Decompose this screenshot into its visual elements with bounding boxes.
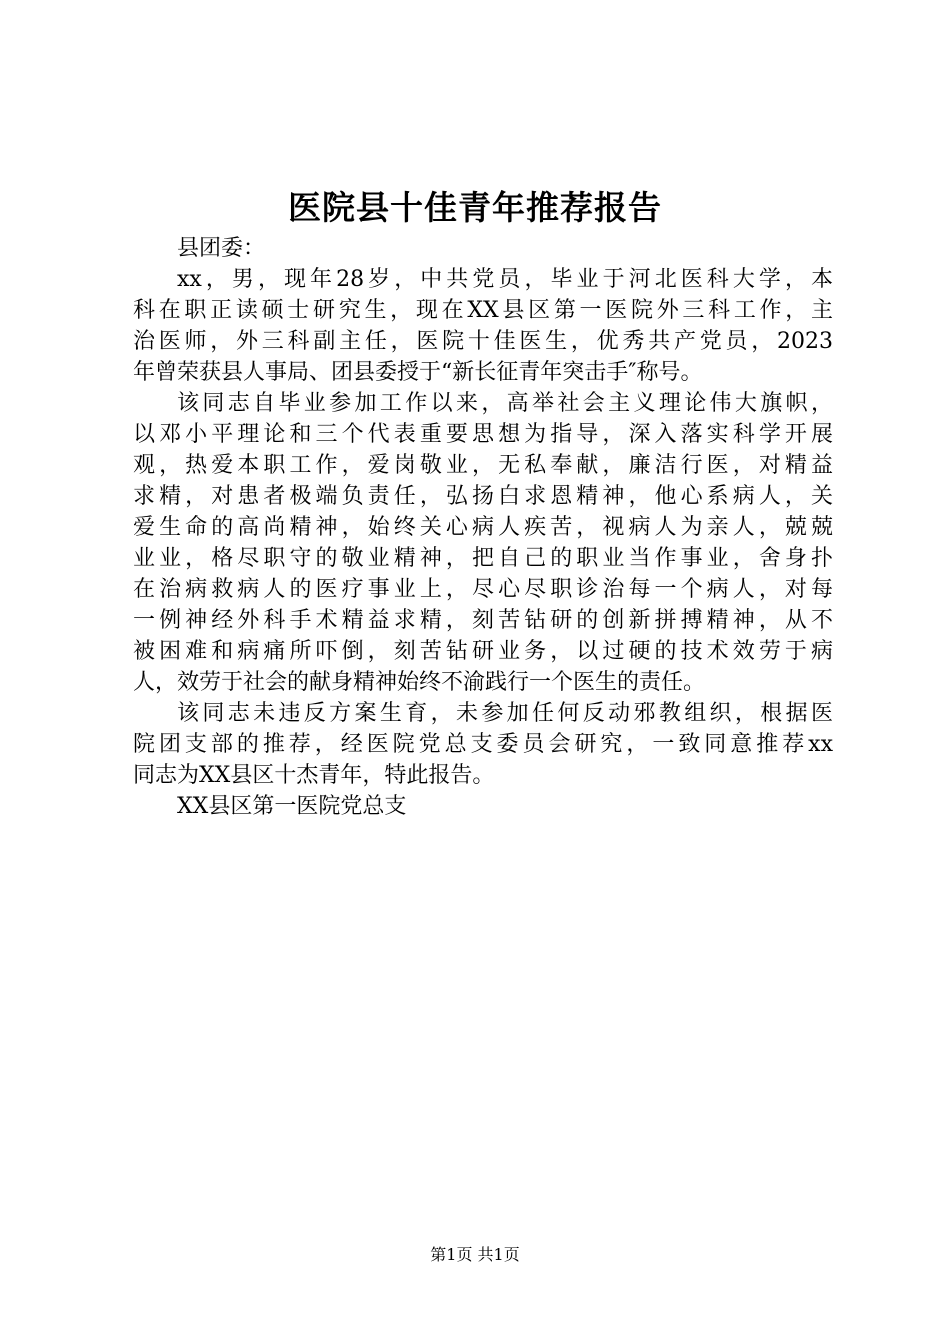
signature: XX县区第一医院党总支 (177, 794, 407, 819)
paragraph-2-line: 该同志自毕业参加工作以来，高举社会主义理论伟大旗帜， (177, 391, 833, 416)
paragraph-1-line: 年曾荣获县人事局、团县委授于“新长征青年突击手″称号。 (133, 360, 703, 385)
paragraph-2-line: 求精，对患者极端负责任，弘扬白求恩精神，他心系病人，关 (133, 484, 833, 509)
paragraph-2-line: 业业，格尽职守的敬业精神，把自己的职业当作事业，舍身扑 (133, 546, 833, 571)
paragraph-2-line: 被困难和病痛所吓倒，刻苦钻研业务，以过硬的技术效劳于病 (133, 639, 833, 664)
paragraph-3-line: 同志为XX县区十杰青年，特此报告。 (133, 763, 495, 788)
paragraph-2-line: 一例神经外科手术精益求精，刻苦钻研的创新拼搏精神，从不 (133, 608, 833, 633)
paragraph-2-line: 爱生命的高尚精神，始终关心病人疾苦，视病人为亲人，兢兢 (133, 515, 833, 540)
salutation: 县团委： (177, 236, 266, 261)
paragraph-1-line: xx，男，现年28岁，中共党员，毕业于河北医科大学，本 (177, 267, 833, 292)
paragraph-2-line: 观，热爱本职工作，爱岗敬业，无私奉献，廉洁行医，对精益 (133, 453, 833, 478)
paragraph-3-line: 院团支部的推荐，经医院党总支委员会研究，一致同意推荐xx (133, 732, 833, 757)
document-title: 医院县十佳青年推荐报告 (288, 188, 662, 227)
paragraph-2-line: 人，效劳于社会的献身精神始终不渝践行一个医生的责任。 (133, 670, 706, 695)
page-number: 第1页 共1页 (430, 1245, 520, 1264)
paragraph-2-line: 以邓小平理论和三个代表重要思想为指导，深入落实科学开展 (133, 422, 833, 447)
paragraph-2-line: 在治病救病人的医疗事业上，尽心尽职诊治每一个病人，对每 (133, 577, 833, 602)
paragraph-1-line: 科在职正读硕士研究生，现在XX县区第一医院外三科工作，主 (133, 298, 833, 323)
document-body (133, 233, 833, 822)
paragraph-3-line: 该同志未违反方案生育，未参加任何反动邪教组织，根据医 (177, 701, 833, 726)
paragraph-1-line: 治医师，外三科副主任，医院十佳医生，优秀共产党员，2023 (133, 329, 833, 354)
